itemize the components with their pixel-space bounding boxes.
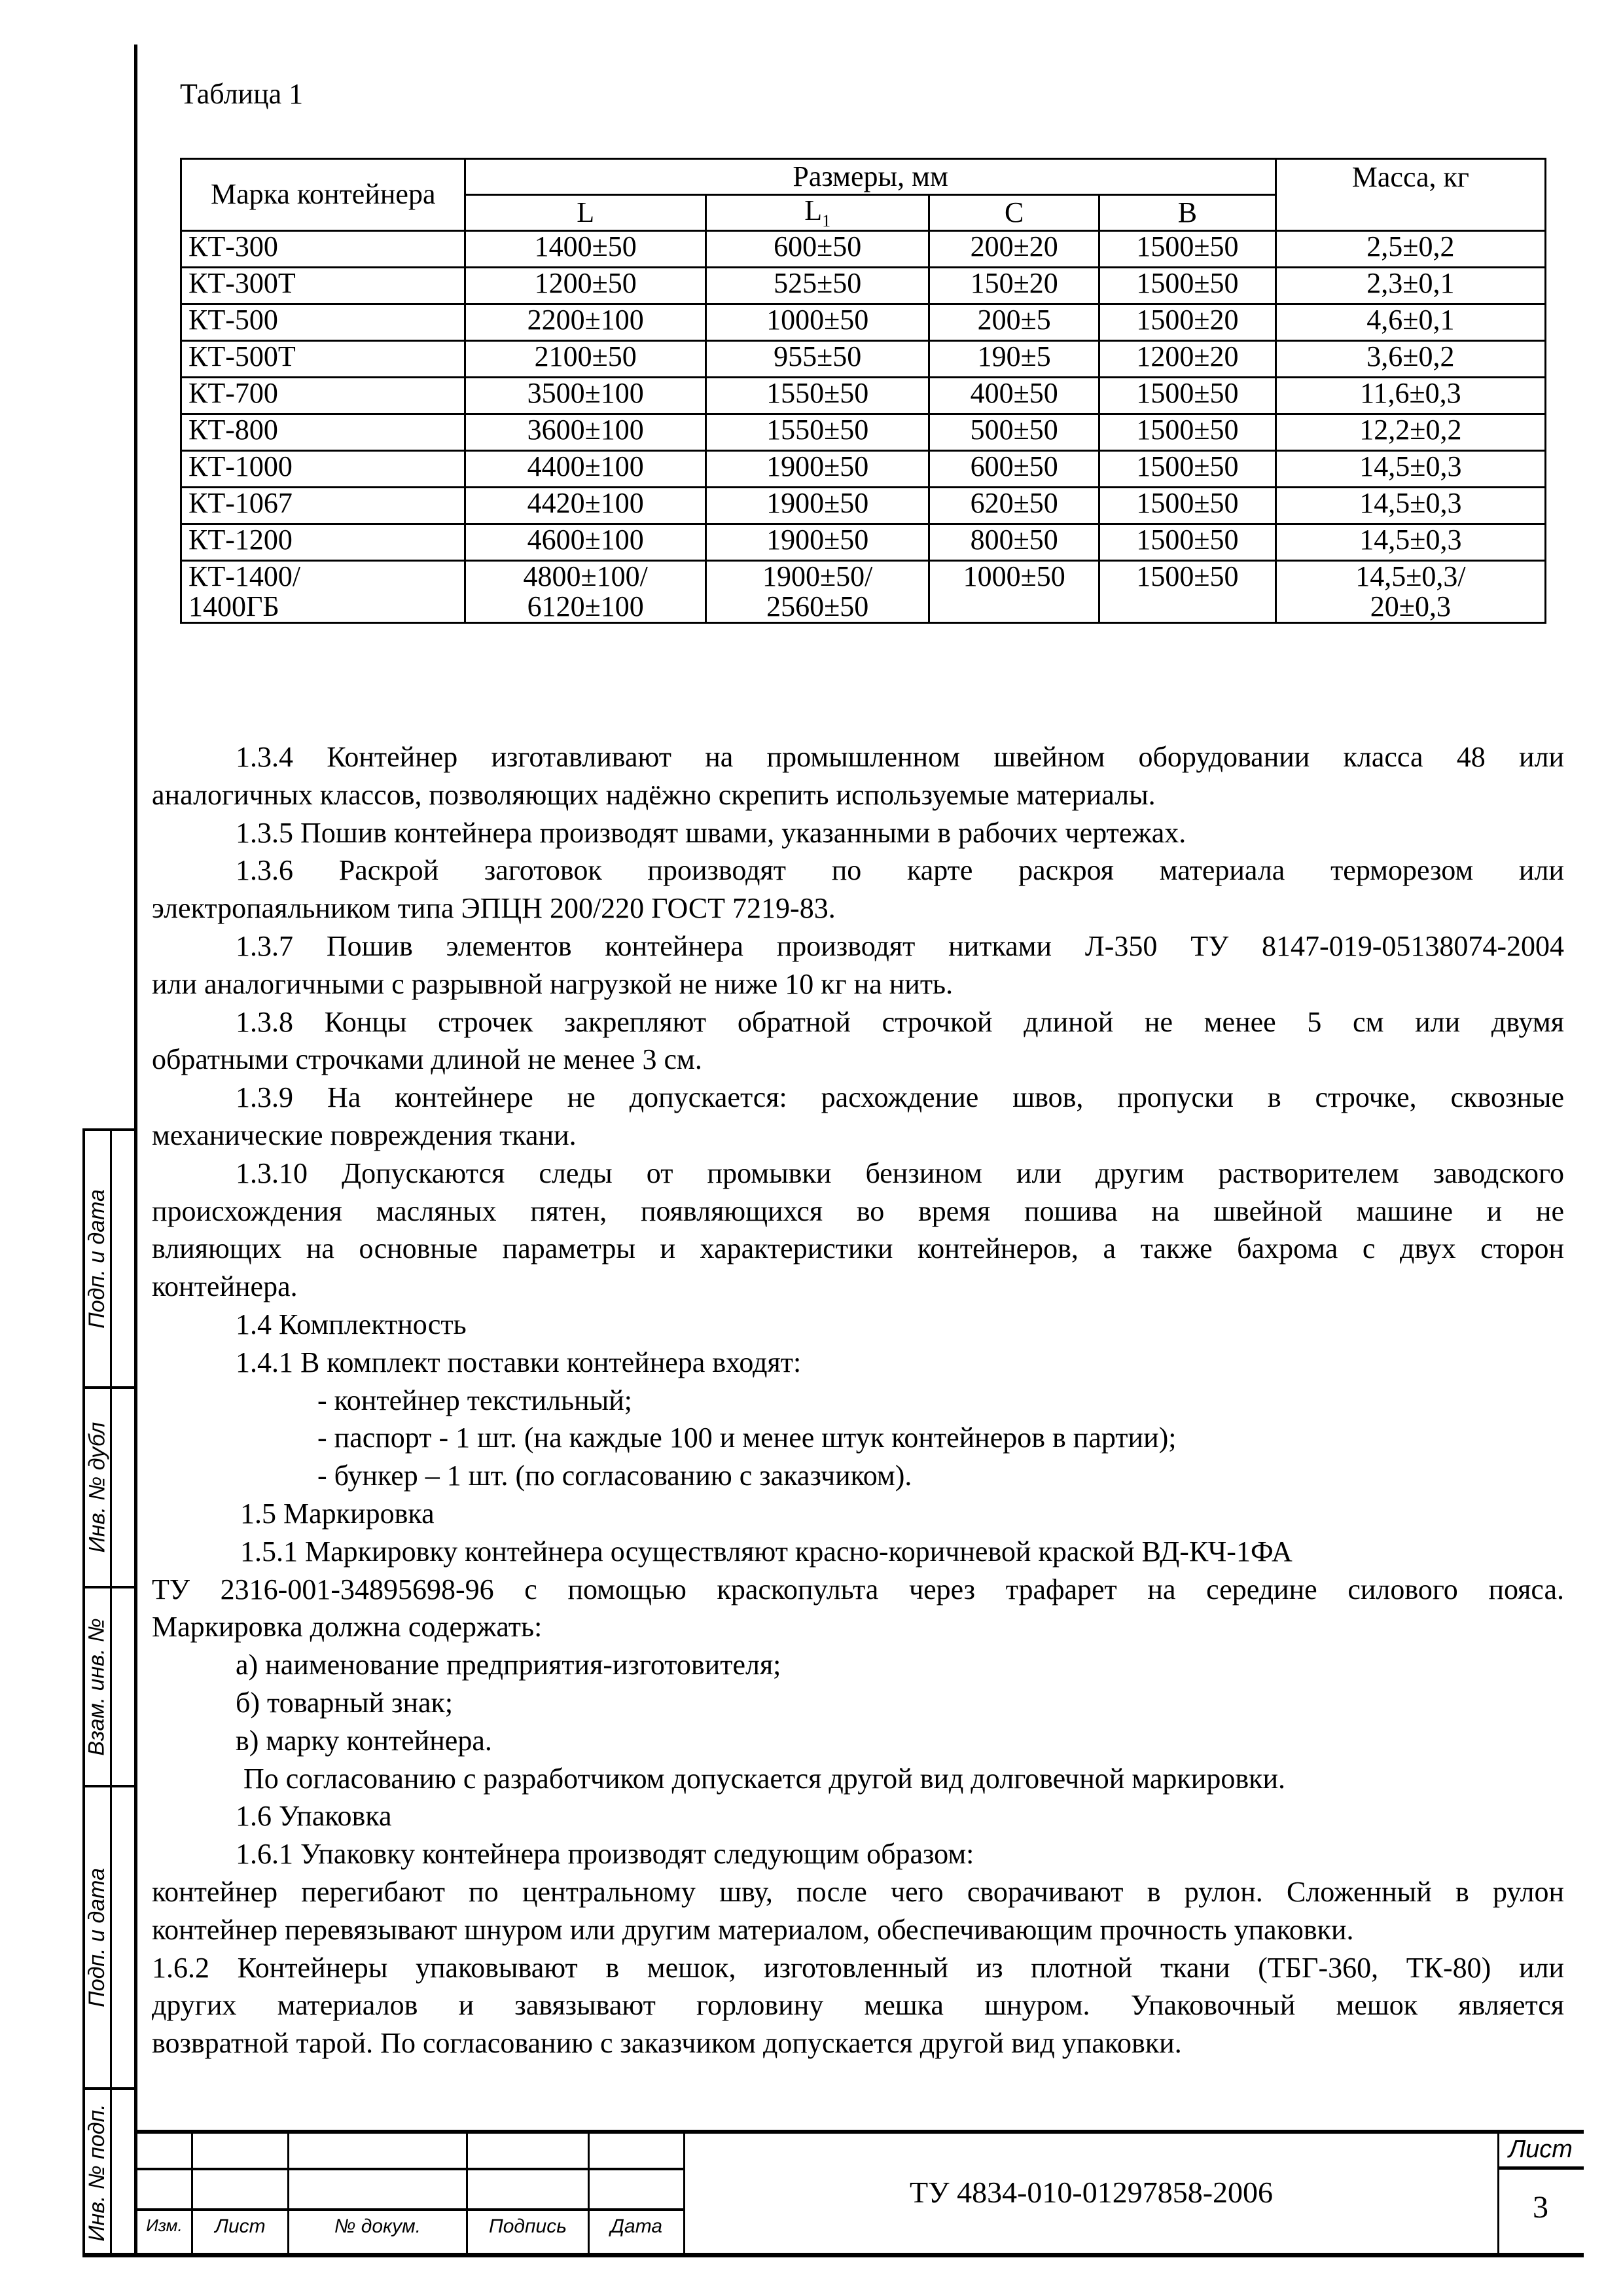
cell-mass: 2,5±0,2 <box>1275 231 1545 268</box>
cell-C: 600±50 <box>929 451 1099 488</box>
text-line: 1.3.5 Пошив контейнера производят швами, указанными в рабочих чертежах. <box>236 816 1186 849</box>
cell-brand: КТ-500 <box>181 304 465 341</box>
cell-B: 1500±50 <box>1099 378 1276 414</box>
text-line: - контейнер текстильный; <box>317 1384 632 1416</box>
cell-B: 1500±50 <box>1099 268 1276 304</box>
cell-B: 1500±50 <box>1099 561 1276 623</box>
text-line: или аналогичными с разрывной нагрузкой не ниже 10 кг на нить. <box>152 967 954 1000</box>
text-line: 1.4 Комплектность <box>236 1308 467 1340</box>
text-line: механические повреждения ткани. <box>152 1119 577 1151</box>
text-line: 1.3.9 На контейнере не допускается: расхождение швов, пропуски в строчке, сквозные <box>236 1081 1564 1114</box>
text-line: обратными строчками длиной не менее 3 см. <box>152 1043 702 1076</box>
cell-L: 4400±100 <box>465 451 705 488</box>
header-dimensions: Размеры, мм <box>465 159 1275 195</box>
cell-B: 1500±50 <box>1099 451 1276 488</box>
cell-L1: 600±50 <box>705 231 929 268</box>
title-block-sheet-line <box>1497 2166 1584 2170</box>
title-block-row-line <box>135 2208 684 2211</box>
header-B: B <box>1099 195 1276 231</box>
label-list: Лист <box>215 2215 266 2237</box>
table-row <box>181 268 1546 304</box>
cell-brand: КТ-1000 <box>181 451 465 488</box>
header-L1 <box>705 195 929 231</box>
table-row <box>181 488 1546 524</box>
title-block-top-line <box>135 2130 1584 2134</box>
cell-C: 200±5 <box>929 304 1099 341</box>
cell-L: 1400±50 <box>465 231 705 268</box>
cell-brand: КТ-800 <box>181 414 465 451</box>
cell-B: 1500±50 <box>1099 488 1276 524</box>
text-line: 1.5 Маркировка <box>240 1497 435 1530</box>
text-line: в) марку контейнера. <box>236 1724 492 1757</box>
side-label-orig-inv: Инв. № подп. <box>84 2103 110 2242</box>
text-line: 1.3.8 Концы строчек закрепляют обратной строчкой длиной не менее 5 см или двумя <box>236 1005 1564 1038</box>
text-line: 1.6.1 Упаковку контейнера производят следующим образом: <box>236 1838 974 1871</box>
text-line: 1.4.1 В комплект поставки контейнера входят: <box>236 1346 802 1378</box>
text-line: - бункер – 1 шт. (по согласованию с заказчиком). <box>317 1460 912 1492</box>
header-brand: Марка контейнера <box>181 159 465 231</box>
cell-brand: КТ-700 <box>181 378 465 414</box>
cell-mass: 2,3±0,1 <box>1275 268 1545 304</box>
text-line: электропаяльником типа ЭПЦН 200/220 ГОСТ 7219-83. <box>152 892 836 925</box>
label-izm: Изм. <box>146 2215 183 2235</box>
cell-brand: КТ-1067 <box>181 488 465 524</box>
text-line: По согласованию с разработчиком допускается другой вид долговечной маркировки. <box>243 1762 1286 1795</box>
cell-C: 190±5 <box>929 341 1099 378</box>
cell-mass: 12,2±0,2 <box>1275 414 1545 451</box>
text-line: 1.3.4 Контейнер изготавливают на промышленном швейном оборудовании класса 48 или <box>236 741 1564 773</box>
text-line: контейнер перегибают по центральному шву, после чего сворачивают в рулон. Сложенный в рулон <box>152 1875 1564 1908</box>
cell-brand: КТ-300Т <box>181 268 465 304</box>
text-line: 1.5.1 Маркировку контейнера осуществляют красно-коричневой краской ВД-КЧ-1ФА <box>240 1535 1293 1568</box>
cell-L1: 1900±50 <box>705 488 929 524</box>
side-label-replace-inv: Взам. инв. № <box>84 1617 110 1756</box>
text-line: 1.6.2 Контейнеры упаковывают в мешок, изготовленный из плотной ткани (ТБГ-360, ТК-80) или <box>152 1951 1564 1984</box>
header-L1-sub: 1 <box>822 211 831 230</box>
table-row <box>181 561 1546 623</box>
table-row <box>181 341 1546 378</box>
cell-brand: КТ-300 <box>181 231 465 268</box>
header-L: L <box>465 195 705 231</box>
label-signature: Подпись <box>489 2215 567 2237</box>
cell-L: 1200±50 <box>465 268 705 304</box>
cell-L1: 1000±50 <box>705 304 929 341</box>
container-dimensions-table <box>180 158 1546 624</box>
cell-C: 500±50 <box>929 414 1099 451</box>
sheet-label: Лист <box>1508 2136 1573 2163</box>
cell-B: 1500±50 <box>1099 524 1276 561</box>
text-line: аналогичных классов, позволяющих надёжно скрепить используемые материалы. <box>152 778 1156 811</box>
cell-L: 4420±100 <box>465 488 705 524</box>
cell-C: 620±50 <box>929 488 1099 524</box>
side-label-sign-date: Подп. и дата <box>84 1189 110 1329</box>
cell-L1: 955±50 <box>705 341 929 378</box>
text-line: влияющих на основные параметры и характеристики контейнеров, а также бахрома с двух сторон <box>152 1232 1564 1265</box>
cell-mass: 14,5±0,3 <box>1275 451 1545 488</box>
cell-L1: 1550±50 <box>705 378 929 414</box>
text-line: б) товарный знак; <box>236 1686 454 1719</box>
label-doc-no: № докум. <box>334 2215 421 2237</box>
text-line: 1.6 Упаковка <box>236 1800 392 1833</box>
text-line: других материалов и завязывают горловину мешка шнуром. Упаковочный мешок является <box>152 1989 1564 2022</box>
table-row <box>181 231 1546 268</box>
text-line: ТУ 2316-001-34895698-96 с помощью краскопульта через трафарет на середине силового пояса. <box>152 1573 1564 1605</box>
side-label-dup-inv: Инв. № дубл <box>84 1422 109 1553</box>
cell-mass: 4,6±0,1 <box>1275 304 1545 341</box>
text-line: 1.3.7 Пошив элементов контейнера производят нитками Л-350 ТУ 8147-019-05138074-2004 <box>236 929 1564 962</box>
cell-B: 1500±20 <box>1099 304 1276 341</box>
table-row <box>181 451 1546 488</box>
cell-C: 200±20 <box>929 231 1099 268</box>
cell-L1: 1900±50/ 2560±50 <box>705 561 929 623</box>
text-line: а) наименование предприятия-изготовителя; <box>236 1649 781 1681</box>
text-line: 1.3.6 Раскрой заготовок производят по карте раскроя материала терморезом или <box>236 854 1564 887</box>
body-text <box>152 738 1564 2062</box>
cell-L1: 525±50 <box>705 268 929 304</box>
sheet-number: 3 <box>1533 2190 1548 2225</box>
cell-mass: 14,5±0,3/ 20±0,3 <box>1275 561 1545 623</box>
cell-C: 400±50 <box>929 378 1099 414</box>
cell-B: 1200±20 <box>1099 341 1276 378</box>
cell-L1: 1900±50 <box>705 451 929 488</box>
cell-L: 2100±50 <box>465 341 705 378</box>
table-caption: Таблица 1 <box>180 78 304 110</box>
header-C: C <box>929 195 1099 231</box>
frame-left-line <box>134 45 137 2257</box>
label-date: Дата <box>610 2215 663 2237</box>
text-line: возвратной тарой. По согласованию с заказчиком допускается другой вид упаковки. <box>152 2027 1182 2060</box>
cell-L: 2200±100 <box>465 304 705 341</box>
title-block-row-line <box>135 2168 684 2170</box>
text-line: Маркировка должна содержать: <box>152 1611 543 1643</box>
text-line: контейнера. <box>152 1270 298 1303</box>
text-line: контейнер перевязывают шнуром или другим материалом, обеспечивающим прочность упаковки. <box>152 1913 1354 1946</box>
header-mass: Масса, кг <box>1275 159 1545 231</box>
text-line: происхождения масляных пятен, появляющихся во время пошива на швейной машине и не <box>152 1194 1564 1227</box>
cell-L: 4800±100/ 6120±100 <box>465 561 705 623</box>
title-block-bottom-line <box>82 2253 1584 2257</box>
cell-mass: 3,6±0,2 <box>1275 341 1545 378</box>
cell-L: 3600±100 <box>465 414 705 451</box>
side-label-sign-date-2: Подп. и дата <box>84 1867 110 2007</box>
cell-B: 1500±50 <box>1099 414 1276 451</box>
cell-mass: 14,5±0,3 <box>1275 524 1545 561</box>
cell-C: 150±20 <box>929 268 1099 304</box>
cell-B: 1500±50 <box>1099 231 1276 268</box>
document-designation: ТУ 4834-010-01297858-2006 <box>909 2176 1274 2209</box>
table-row <box>181 414 1546 451</box>
cell-C: 800±50 <box>929 524 1099 561</box>
cell-L1: 1550±50 <box>705 414 929 451</box>
cell-brand: КТ-500Т <box>181 341 465 378</box>
text-line: 1.3.10 Допускаются следы от промывки бензином или другим растворителем заводского <box>236 1157 1564 1189</box>
cell-C: 1000±50 <box>929 561 1099 623</box>
header-L1-base: L <box>804 194 823 226</box>
cell-L: 3500±100 <box>465 378 705 414</box>
table-row <box>181 378 1546 414</box>
table-row <box>181 524 1546 561</box>
text-line: - паспорт - 1 шт. (на каждые 100 и менее штук контейнеров в партии); <box>317 1422 1177 1454</box>
cell-brand: КТ-1200 <box>181 524 465 561</box>
table-row <box>181 304 1546 341</box>
cell-L: 4600±100 <box>465 524 705 561</box>
cell-mass: 11,6±0,3 <box>1275 378 1545 414</box>
cell-brand: КТ-1400/ 1400ГБ <box>181 561 465 623</box>
cell-L1: 1900±50 <box>705 524 929 561</box>
cell-mass: 14,5±0,3 <box>1275 488 1545 524</box>
